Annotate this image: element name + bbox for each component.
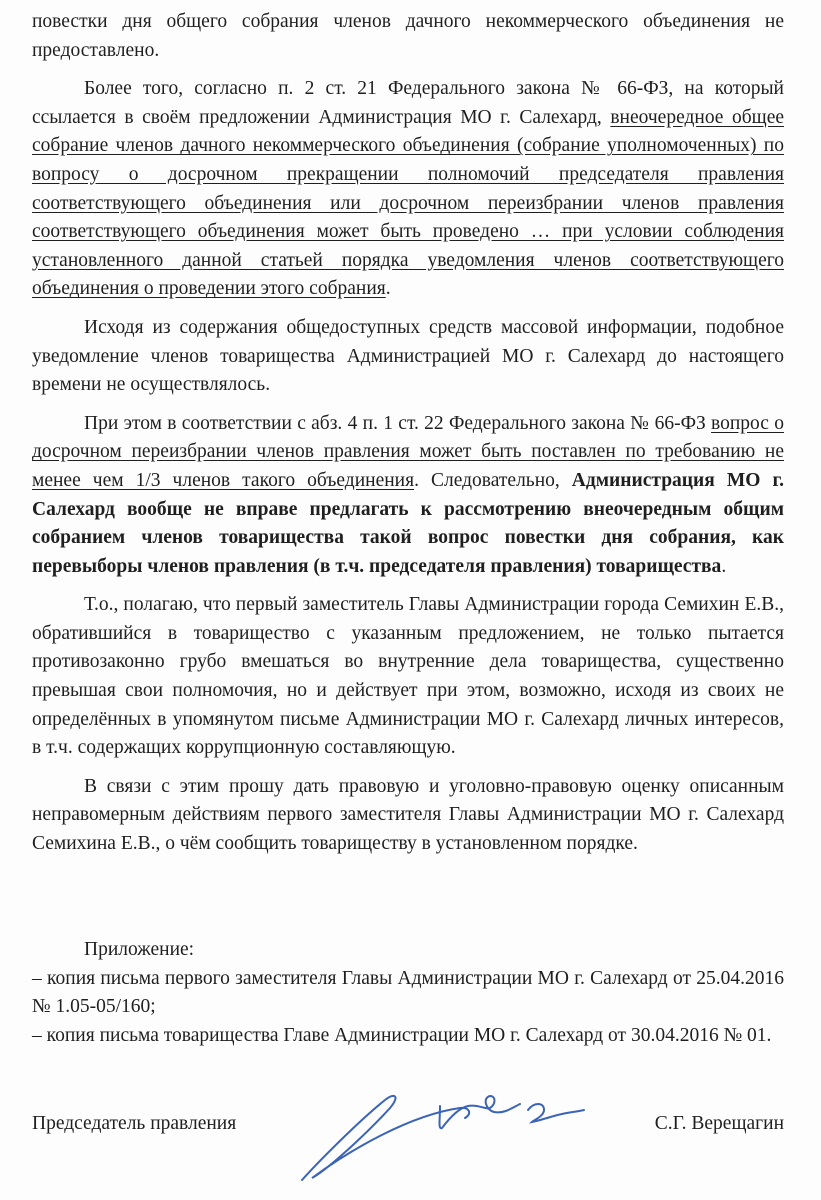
paragraph-text: . [721, 555, 727, 577]
paragraph-article-21 [32, 75, 784, 304]
paragraph-text: . Следовательно, [414, 469, 572, 491]
letter-body [32, 8, 784, 869]
underlined-quote: вопрос о досрочном переизбрании членов правления может быть поставлен по требованию не менее чем 1/3 членов такого объединения [32, 412, 784, 491]
signature-stroke [302, 1096, 469, 1180]
paragraph-deputy-actions [32, 591, 784, 763]
paragraph-media [32, 314, 784, 400]
attachment-item: – копия письма товарищества Главе Администрации МО г. Салехард от 30.04.2016 № 01. [32, 1024, 772, 1046]
attachment-item: – копия письма первого заместителя Главы Администрации МО г. Салехард от 25.04.2016 № 1.05-05/160; [32, 967, 784, 1018]
underlined-quote: внеочередное общее собрание членов дачного некоммерческого объединения (собрание уполномоченных) по вопросу о досрочном прекращении полномочий председателя правления соответствующего объединения или досрочном переизбрании членов правления соответствующего объединения может быть проведено … при условии соблюдения установленного данной статьей порядка уведомления членов соответствующего объединения о проведении этого собрания [32, 106, 785, 300]
paragraph-text: повестки дня общего собрания членов дачного некоммерческого объединения не предоставлено. [32, 11, 784, 61]
paragraph-text: В связи с этим прошу дать правовую и уголовно-правовую оценку описанным неправомерным действиям первого заместителя Главы Администрации МО г. Салехард Семихина Е.В., о чём сообщить товариществу в установленном порядке. [32, 775, 784, 855]
paragraph-text: Исходя из содержания общедоступных средств массовой информации, подобное уведомление членов товарищества Администрацией МО г. Салехард до настоящего времени не осуществлялось. [32, 316, 784, 396]
paragraph-text: При этом в соответствии с абз. 4 п. 1 ст. 22 Федерального закона № 66-ФЗ [84, 412, 712, 434]
attachments-title: Приложение: [84, 939, 195, 960]
handwritten-signature [290, 1080, 610, 1190]
signature-stroke [440, 1096, 521, 1128]
signer-position: Председатель правления [32, 1113, 237, 1134]
paragraph-text: . [385, 278, 391, 300]
paragraph-text: Более того, согласно п. 2 ст. 21 Федерального закона № 66-ФЗ, на который ссылается в своём предложении Администрация МО г. Салехард, [32, 78, 784, 128]
paragraph-text: Т.о., полагаю, что первый заместитель Главы Администрации города Семихин Е.В., обратившийся в товарищество с указанным предложением, не только пытается противозаконно грубо вмешаться во внутренние дела товарищества, существенно превышая свои полномочия, но и действует при этом, возможно, исходя из своих не определённых в упомянутом письме Администрации МО г. Салехард личных интересов, в т.ч. содержащих коррупционную составляющую. [32, 594, 784, 759]
paragraph-request [32, 773, 784, 859]
signer-name: С.Г. Верещагин [654, 1113, 784, 1134]
paragraph-agenda-not-provided [32, 8, 784, 65]
bold-conclusion: Администрация МО г. Салехард вообще не вправе предлагать к рассмотрению внеочередным общим собранием членов товарищества такой вопрос повестки дня собрания, как перевыборы членов правления (в т.ч. председателя правления) товарищества [32, 469, 784, 577]
paragraph-article-22 [32, 410, 784, 582]
attachments-section [32, 936, 784, 1050]
signature-stroke [528, 1104, 584, 1122]
